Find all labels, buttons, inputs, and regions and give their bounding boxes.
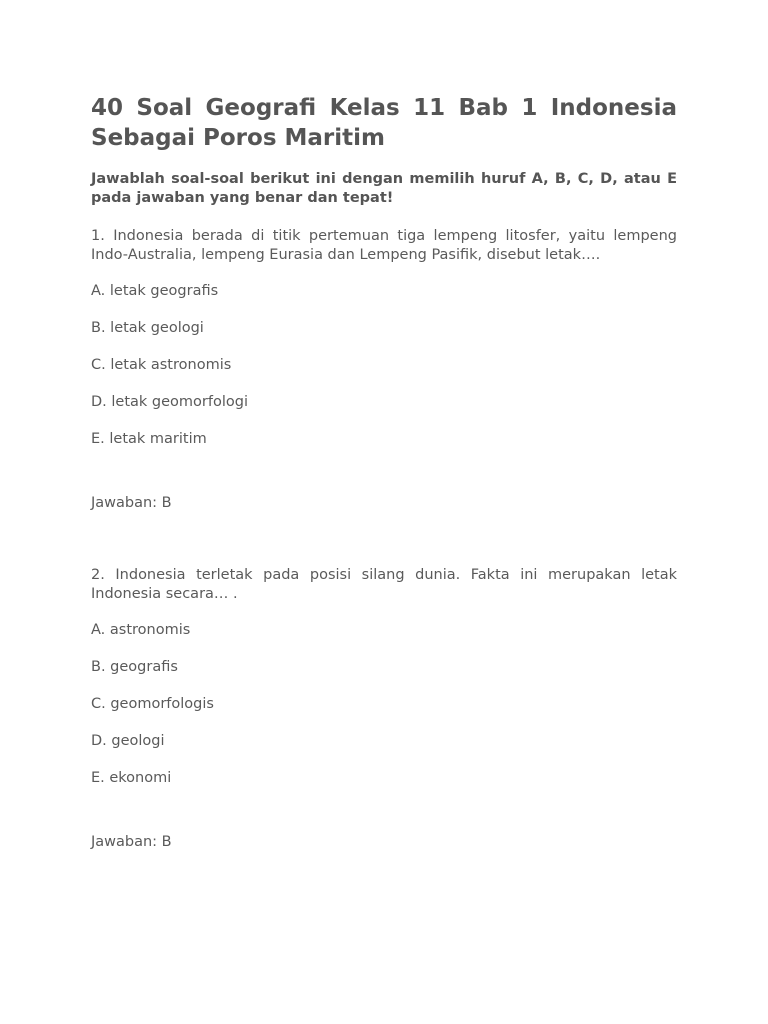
option-b: B. geografis	[91, 659, 178, 675]
option-a: A. letak geografis	[91, 283, 219, 299]
option-list	[91, 621, 677, 788]
document-page	[91, 93, 677, 852]
option-b: B. letak geologi	[91, 320, 204, 336]
question-1	[91, 227, 677, 513]
option-d: D. geologi	[91, 733, 165, 749]
question-text: 1. Indonesia berada di titik pertemuan tiga lempeng litosfer, yaitu lempeng Indo-Australia, lempeng Eurasia dan Lempeng Pasifik, disebut letak….	[91, 228, 677, 263]
instruction-text: Jawablah soal-soal berikut ini dengan memilih huruf A, B, C, D, atau E pada jawaban yang benar dan tepat!	[91, 171, 677, 206]
option-c: C. letak astronomis	[91, 357, 232, 373]
option-d: D. letak geomorfologi	[91, 394, 248, 410]
option-e: E. letak maritim	[91, 431, 207, 447]
question-text: 2. Indonesia terletak pada posisi silang dunia. Fakta ini merupakan letak Indonesia secara… .	[91, 567, 677, 602]
option-c: C. geomorfologis	[91, 696, 214, 712]
question-2	[91, 566, 677, 852]
option-list	[91, 282, 677, 449]
answer-text: Jawaban: B	[91, 834, 172, 850]
document-title: 40 Soal Geografi Kelas 11 Bab 1 Indonesia Sebagai Poros Maritim	[91, 95, 677, 151]
option-e: E. ekonomi	[91, 770, 172, 786]
answer-text: Jawaban: B	[91, 495, 172, 511]
option-a: A. astronomis	[91, 622, 191, 638]
